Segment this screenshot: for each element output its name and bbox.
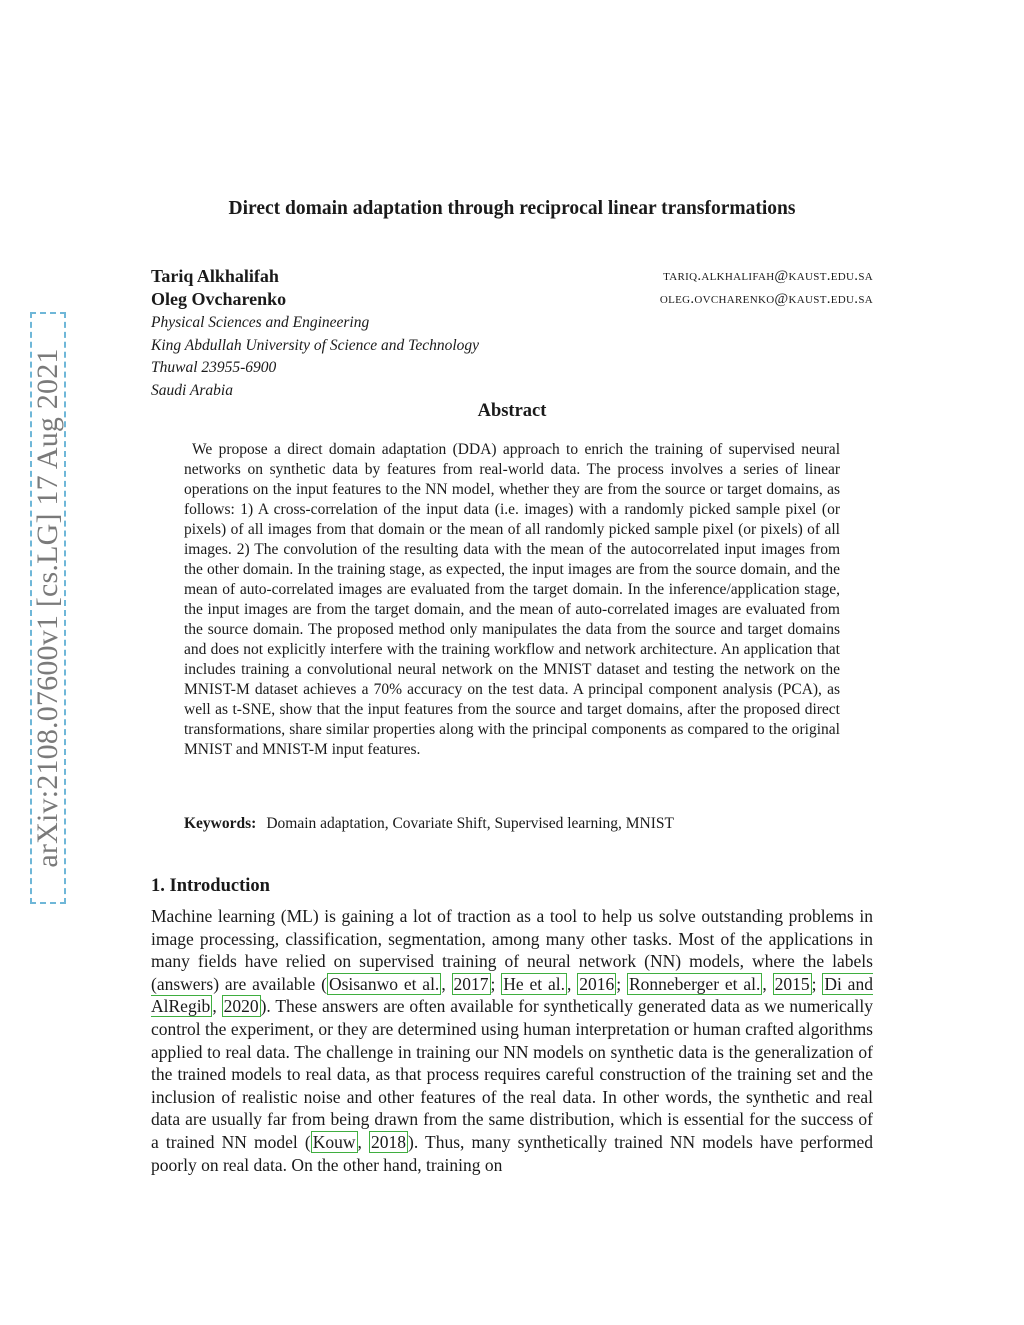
body-text-segment: Machine learning (ML) is gaining a lot of traction as a tool to help us solve outstanding problems in image processing, classification, segmentation, among many other tasks. Most of the applications in many fields have relied on supervised training of neural network (NN) models, where the labels (answers) are available (: [151, 906, 873, 994]
citation-separator: ;: [811, 973, 823, 994]
author-name: Tariq Alkhalifah: [151, 266, 279, 286]
citation-separator: ,: [357, 1131, 370, 1152]
citation-link[interactable]: Kouw: [312, 1131, 356, 1152]
citation-link[interactable]: Ronneberger et al.: [628, 973, 761, 994]
abstract-heading: Abstract: [477, 401, 547, 421]
citation-link[interactable]: Osisanwo et al.: [328, 973, 440, 994]
abstract-text: We propose a direct domain adaptation (DDA) approach to enrich the training of supervised neural networks on synthetic data by features from real-world data. The process involves a series of linear operations on the input features to the NN model, whether they are from the source or target domains, as follows: 1) A cross-correlation of the input data (i.e. images) with a randomly picked sample pixel (or pixels) of all images from that domain or the mean of all randomly picked sample pixel (or pixels) of all images. 2) The convolution of the resulting data with the mean of the autocorrelated input images from the other domain. In the training stage, as expected, the input images are from the source domain, and the mean of auto-correlated images are evaluated from the target domain. In the inference/application stage, the input images are from the target domain, and the mean of auto-correlated images are evaluated from the source domain. The proposed method only manipulates the data from the source and target domains and does not explicitly interfere with the training workflow and network architecture. An application that includes training a convolutional neural network on the MNIST dataset and testing the network on the MNIST-M dataset achieves a 70% accuracy on the test data. A principal component analysis (PCA), as well as t-SNE, show that the input features from the source and target domains, after the proposed direct transformations, share similar properties along with the principal components as compared to the original MNIST and MNIST-M input features.: [184, 441, 840, 758]
author-line: [151, 289, 873, 311]
paper-title: Direct domain adaptation through reciprocal linear transformations: [228, 198, 796, 219]
keywords: [184, 815, 674, 833]
affiliation-city: Thuwal 23955-6900: [151, 359, 277, 376]
citation-link[interactable]: 2020: [223, 996, 259, 1017]
citation-link[interactable]: 2016: [579, 973, 615, 994]
citation-separator: ,: [441, 973, 452, 994]
author-name: Oleg Ovcharenko: [151, 289, 287, 309]
arxiv-identifier[interactable]: arXiv:2108.07600v1 [cs.LG] 17 Aug 2021: [31, 348, 64, 868]
body-text-segment: ). Thus, many synthetically trained NN models have performed poorly on real data. On the other hand, training on: [151, 1131, 873, 1175]
citation-separator: ;: [616, 973, 627, 994]
citation-link[interactable]: 2015: [774, 973, 810, 994]
affiliation-institution: King Abdullah University of Science and Technology: [151, 337, 480, 354]
citation-separator: ,: [212, 996, 222, 1017]
introduction-paragraph: [151, 905, 873, 1176]
keywords-label: Keywords:: [184, 815, 257, 832]
author-line: [151, 266, 873, 288]
author-email[interactable]: oleg.ovcharenko@kaust.edu.sa: [659, 291, 873, 307]
citation-link[interactable]: He et al.: [503, 973, 566, 994]
affiliation-department: Physical Sciences and Engineering: [151, 314, 370, 331]
citation-separator: ,: [567, 973, 578, 994]
citation-link[interactable]: 2017: [453, 973, 489, 994]
keywords-value: Domain adaptation, Covariate Shift, Supervised learning, MNIST: [266, 815, 674, 832]
section-heading-introduction: 1. Introduction: [151, 876, 270, 896]
citation-separator: ,: [762, 973, 773, 994]
citation-link[interactable]: 2018: [371, 1131, 407, 1152]
author-email[interactable]: tariq.alkhalifah@kaust.edu.sa: [663, 268, 873, 284]
affiliation-country: Saudi Arabia: [151, 382, 233, 399]
citation-link[interactable]: Di and AlRegib: [151, 973, 873, 1017]
citation-separator: ;: [490, 973, 502, 994]
body-text-segment: ). These answers are often available for synthetically generated data as we numerically control the experiment, or they are determined using human interpretation or human crafted algorithms applied to real data. The challenge in training our NN models on synthetic data is the generalization of the trained models to real data, as that process requires careful construction of the training set and the inclusion of realistic noise and other features of the real data. In other words, the synthetic and real data are usually far from being drawn from the same distribution, which is essential for the success of a trained NN model (: [151, 996, 874, 1152]
